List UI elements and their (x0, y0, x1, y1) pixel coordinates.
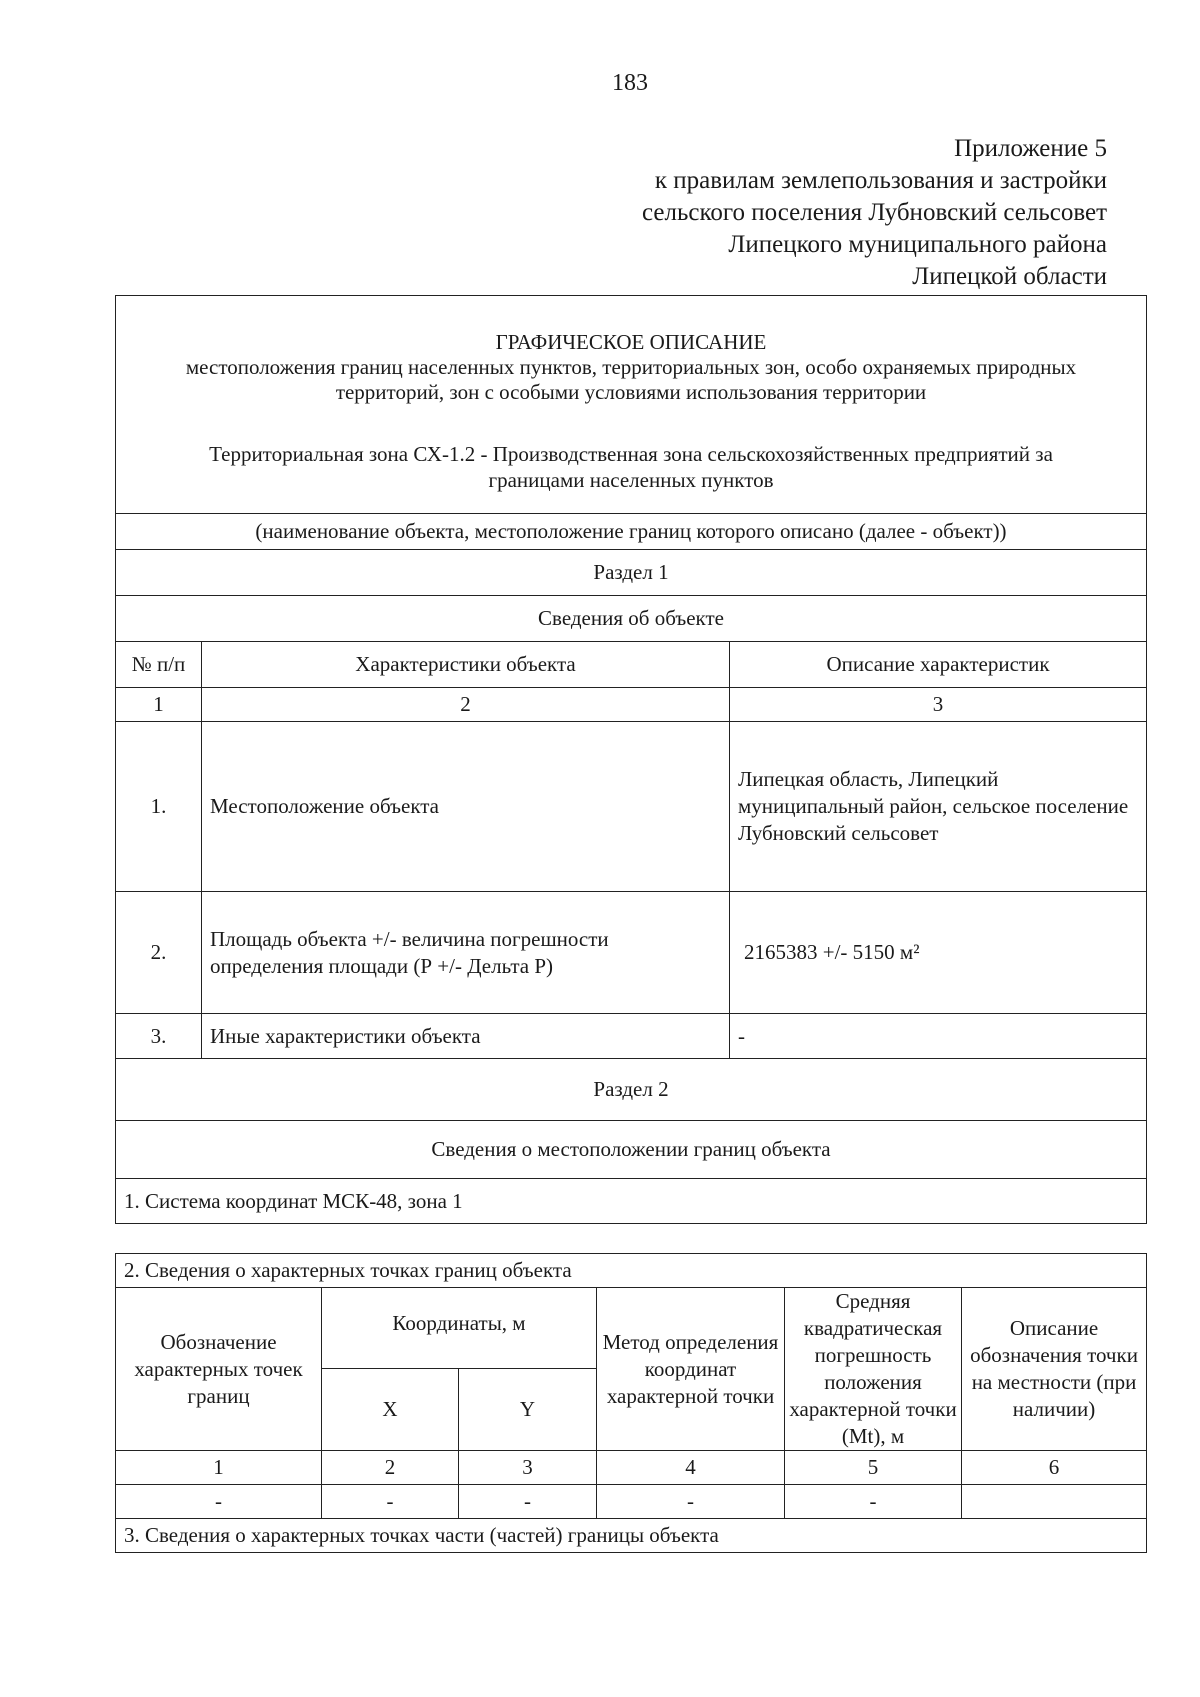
section-title-row (116, 1059, 1147, 1121)
points-heading: 2. Сведения о характерных точках границ объекта (116, 1254, 1147, 1288)
column-number: 3 (459, 1451, 597, 1485)
section-subtitle-row (116, 596, 1147, 642)
document-subtitle: территорий, зон с особыми условиями использования территории (335, 380, 927, 404)
coord-system: 1. Система координат МСК-48, зона 1 (116, 1179, 1147, 1224)
section-1-title: Раздел 1 (116, 550, 1147, 596)
column-number: 2 (202, 688, 730, 722)
appendix-block (642, 133, 1107, 293)
appendix-line: Липецкого муниципального района (728, 231, 1107, 258)
table-cell: - (459, 1485, 597, 1519)
section-2-subtitle: Сведения о местоположении границ объекта (116, 1121, 1147, 1179)
row-number: 2. (116, 892, 202, 1014)
characteristic-name: Местоположение объекта (202, 722, 730, 892)
parts-heading: 3. Сведения о характерных точках части (частей) границы объекта (116, 1519, 1147, 1553)
coord-system-row (116, 1179, 1147, 1224)
column-number: 2 (322, 1451, 459, 1485)
section-2-title: Раздел 2 (116, 1059, 1147, 1121)
characteristic-value: Липецкая область, Липецкий муниципальный район, сельское поселение Лубновский сельсовет (730, 722, 1147, 892)
table-cell: - (597, 1485, 785, 1519)
appendix-line: сельского поселения Лубновский сельсовет (642, 199, 1107, 226)
header-row (116, 296, 1147, 514)
section-subtitle-row (116, 1121, 1147, 1179)
row-number: 3. (116, 1014, 202, 1059)
table-cell: - (116, 1485, 322, 1519)
column-header: Описание характеристик (730, 642, 1147, 688)
column-header-coords: Координаты, м (322, 1288, 597, 1369)
column-number-row (116, 688, 1147, 722)
parts-heading-row (116, 1519, 1147, 1553)
table-row (116, 722, 1147, 892)
appendix-line: Липецкой области (912, 263, 1107, 290)
table-cell: - (322, 1485, 459, 1519)
characteristic-value: 2165383 +/- 5150 м² (730, 892, 1147, 1014)
characteristic-name: Иные характеристики объекта (202, 1014, 730, 1059)
column-number: 6 (962, 1451, 1147, 1485)
document-title: ГРАФИЧЕСКОЕ ОПИСАНИЕ (495, 330, 767, 354)
row-number: 1. (116, 722, 202, 892)
table-row (116, 1485, 1147, 1519)
table-row (116, 892, 1147, 1014)
boundary-points-table (115, 1253, 1147, 1553)
section-title-row (116, 550, 1147, 596)
table-header-row (116, 642, 1147, 688)
column-header-designation: Обозначение характерных точек границ (116, 1288, 322, 1451)
zone-name: Территориальная зона СХ-1.2 - Производственная зона сельскохозяйственных предприятий за (209, 442, 1053, 466)
appendix-line: к правилам землепользования и застройки (654, 167, 1107, 194)
column-number: 1 (116, 1451, 322, 1485)
object-caption: (наименование объекта, местоположение границ которого описано (далее - объект)) (116, 514, 1147, 550)
section-1-subtitle: Сведения об объекте (116, 596, 1147, 642)
column-header-description: Описание обозначения точки на местности (при наличии) (962, 1288, 1147, 1451)
column-number: 4 (597, 1451, 785, 1485)
column-header-y: Y (459, 1368, 597, 1450)
characteristic-value: - (730, 1014, 1147, 1059)
table-cell (962, 1485, 1147, 1519)
column-number: 3 (730, 688, 1147, 722)
table-header-row (116, 1288, 1147, 1369)
column-header-error: Средняя квадратическая погрешность положения характерной точки (Mt), м (785, 1288, 962, 1451)
document-subtitle: местоположения границ населенных пунктов, территориальных зон, особо охраняемых природных (185, 355, 1077, 379)
points-heading-row (116, 1254, 1147, 1288)
column-number: 5 (785, 1451, 962, 1485)
characteristic-name: Площадь объекта +/- величина погрешности определения площади (Р +/- Дельта Р) (202, 892, 730, 1014)
column-header-method: Метод определения координат характерной точки (597, 1288, 785, 1451)
column-number-row (116, 1451, 1147, 1485)
header-cell (116, 296, 1147, 514)
page-number: 183 (612, 70, 648, 96)
object-info-table (115, 295, 1147, 1224)
appendix-line: Приложение 5 (954, 135, 1107, 162)
table-cell: - (785, 1485, 962, 1519)
table-row (116, 1014, 1147, 1059)
object-caption-row (116, 514, 1147, 550)
column-header: № п/п (116, 642, 202, 688)
zone-name: границами населенных пунктов (488, 468, 774, 492)
column-number: 1 (116, 688, 202, 722)
column-header-x: X (322, 1368, 459, 1450)
column-header: Характеристики объекта (202, 642, 730, 688)
